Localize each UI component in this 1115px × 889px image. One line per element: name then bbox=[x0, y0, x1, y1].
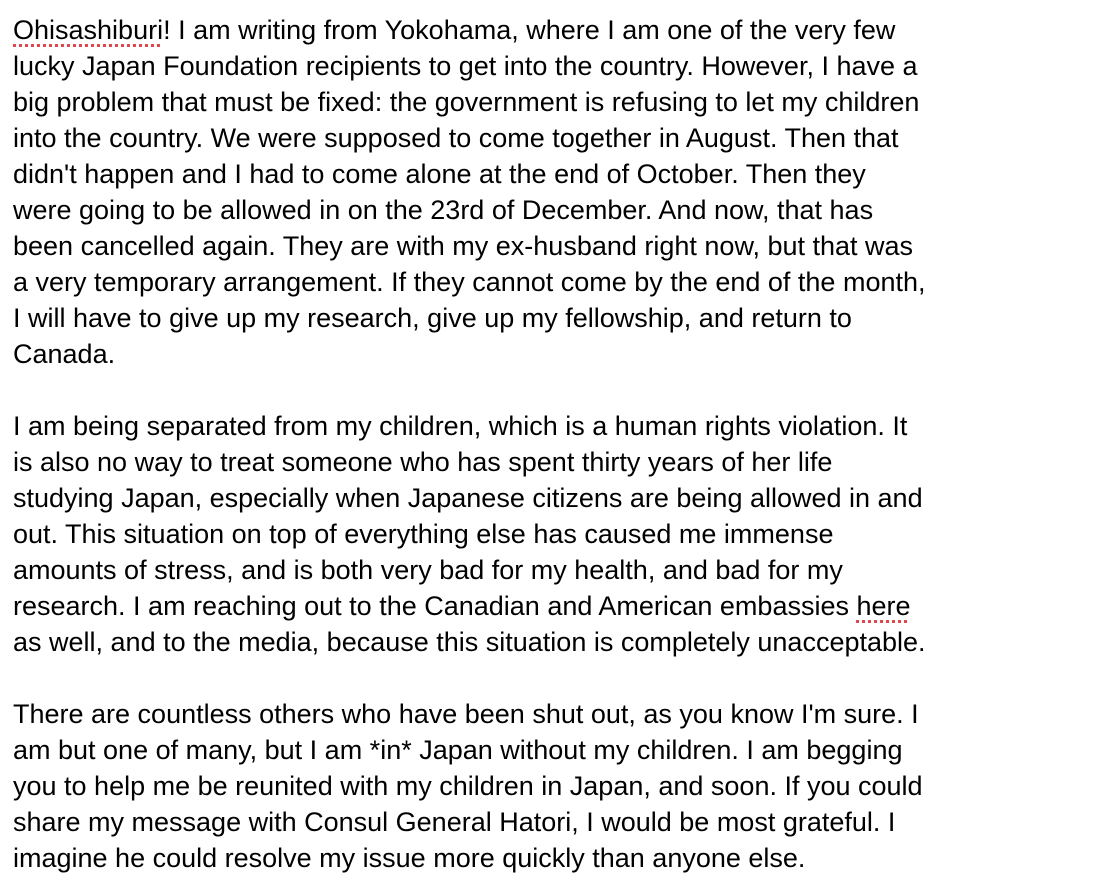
text-line: imagine he could resolve my issue more quickly than anyone else. bbox=[13, 843, 806, 873]
text-line: amounts of stress, and is both very bad for my health, and bad for my bbox=[13, 555, 843, 585]
text-line: I am being separated from my children, which is a human rights violation. It bbox=[13, 411, 908, 441]
text-editor-body[interactable] bbox=[13, 12, 1108, 876]
text-line: There are countless others who have been shut out, as you know I'm sure. I bbox=[13, 699, 919, 729]
paragraph-1[interactable] bbox=[13, 12, 1108, 372]
text-line: studying Japan, especially when Japanese citizens are being allowed in and bbox=[13, 483, 923, 513]
misspelled-word[interactable]: here bbox=[856, 591, 911, 621]
text-line: been cancelled again. They are with my ex-husband right now, but that was bbox=[13, 231, 914, 261]
text-line bbox=[13, 588, 1108, 624]
text-line: I will have to give up my research, give up my fellowship, and return to bbox=[13, 303, 852, 333]
text-line bbox=[13, 12, 1108, 48]
paragraph-3[interactable] bbox=[13, 696, 1108, 876]
text-line: lucky Japan Foundation recipients to get into the country. However, I have a bbox=[13, 51, 918, 81]
text-line: big problem that must be fixed: the government is refusing to let my children bbox=[13, 87, 920, 117]
text-line: is also no way to treat someone who has spent thirty years of her life bbox=[13, 447, 833, 477]
misspelled-word[interactable]: Ohisashiburi bbox=[13, 15, 164, 45]
text-line: out. This situation on top of everything else has caused me immense bbox=[13, 519, 834, 549]
text-line: were going to be allowed in on the 23rd of December. And now, that has bbox=[13, 195, 874, 225]
text-line: Canada. bbox=[13, 339, 116, 369]
text-line: you to help me be reunited with my children in Japan, and soon. If you could bbox=[13, 771, 923, 801]
text-line: didn't happen and I had to come alone at the end of October. Then they bbox=[13, 159, 866, 189]
text-line: into the country. We were supposed to come together in August. Then that bbox=[13, 123, 899, 153]
text-line: a very temporary arrangement. If they cannot come by the end of the month, bbox=[13, 267, 926, 297]
text-line-start: research. I am reaching out to the Canadian and American embassies bbox=[13, 591, 857, 621]
text-line: am but one of many, but I am *in* Japan without my children. I am begging bbox=[13, 735, 903, 765]
text-line: as well, and to the media, because this situation is completely unacceptable. bbox=[13, 627, 926, 657]
paragraph-2[interactable] bbox=[13, 408, 1108, 660]
text-line: share my message with Consul General Hatori, I would be most grateful. I bbox=[13, 807, 896, 837]
text-line-rest: ! I am writing from Yokohama, where I am one of the very few bbox=[163, 15, 896, 45]
